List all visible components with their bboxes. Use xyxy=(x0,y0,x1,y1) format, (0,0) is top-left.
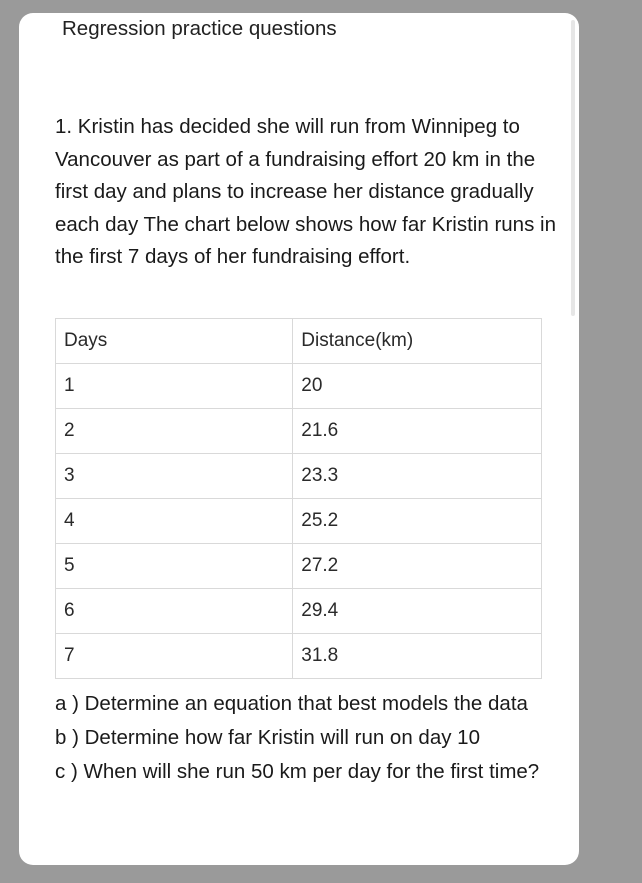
table-header-row xyxy=(56,319,542,364)
cell-day: 5 xyxy=(56,544,293,589)
cell-distance: 31.8 xyxy=(293,634,542,679)
document-card xyxy=(19,13,579,865)
cell-distance: 21.6 xyxy=(293,409,542,454)
scrollbar-thumb[interactable] xyxy=(571,20,575,316)
cell-distance: 20 xyxy=(293,364,542,409)
cell-day: 7 xyxy=(56,634,293,679)
header-distance: Distance(km) xyxy=(293,319,542,364)
cell-day: 1 xyxy=(56,364,293,409)
part-c: c ) When will she run 50 km per day for the first time? xyxy=(55,760,540,783)
table-row xyxy=(56,409,542,454)
table-row xyxy=(56,544,542,589)
part-a: a ) Determine an equation that best models the data xyxy=(55,692,528,715)
question-1 xyxy=(55,111,570,274)
table-row xyxy=(56,454,542,499)
document-title: Regression practice questions xyxy=(62,17,337,40)
table-row xyxy=(56,364,542,409)
cell-day: 2 xyxy=(56,409,293,454)
cell-distance: 29.4 xyxy=(293,589,542,634)
cell-day: 3 xyxy=(56,454,293,499)
table-row xyxy=(56,499,542,544)
table-row xyxy=(56,589,542,634)
question-text: 1. Kristin has decided she will run from Winnipeg to Vancouver as part of a fundraising effort 20 km in the first day and plans to increase her distance gradually each day The chart below shows how far Kristin runs in the first 7 days of her fundraising effort. xyxy=(55,115,556,268)
cell-day: 4 xyxy=(56,499,293,544)
cell-day: 6 xyxy=(56,589,293,634)
cell-distance: 27.2 xyxy=(293,544,542,589)
header-days: Days xyxy=(56,319,293,364)
part-b: b ) Determine how far Kristin will run on day 10 xyxy=(55,726,480,749)
cell-distance: 23.3 xyxy=(293,454,542,499)
table-row xyxy=(56,634,542,679)
cell-distance: 25.2 xyxy=(293,499,542,544)
question-parts xyxy=(55,687,570,789)
days-distance-table xyxy=(55,318,542,679)
